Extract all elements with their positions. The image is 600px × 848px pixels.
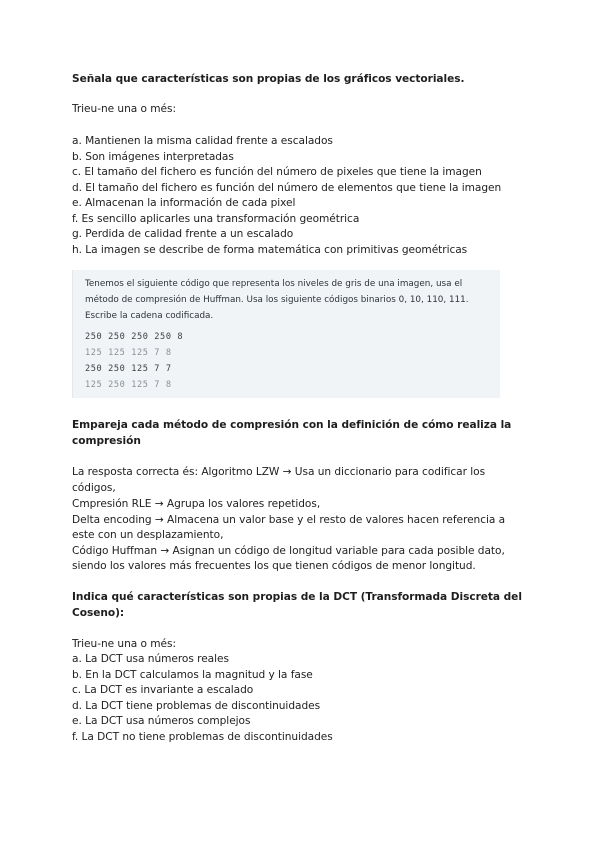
- exercise-text-line-1: Tenemos el siguiente código que representa los niveles de gris de una imagen, usa el: [85, 279, 463, 289]
- q2-answer-line-7: siendo los valores más frecuentes los que tienen códigos de menor longitud.: [72, 560, 476, 572]
- q1-option-e: e. Almacenan la información de cada pixel: [72, 197, 296, 209]
- q3-option-c: c. La DCT es invariante a escalado: [72, 684, 254, 696]
- q1-option-a: a. Mantienen la misma calidad frente a escalados: [72, 135, 333, 147]
- question-2-title-line-1: Empareja cada método de compresión con la definición de cómo realiza la: [72, 419, 512, 431]
- q1-option-d: d. El tamaño del fichero es función del número de elementos que tiene la imagen: [72, 182, 502, 194]
- q3-option-f: f. La DCT no tiene problemas de discontinuidades: [72, 731, 333, 743]
- q3-option-b: b. En la DCT calculamos la magnitud y la fase: [72, 669, 313, 681]
- q2-answer-line-6: Código Huffman → Asignan un código de longitud variable para cada posible dato,: [72, 545, 505, 557]
- q1-option-h: h. La imagen se describe de forma matemática con primitivas geométricas: [72, 244, 468, 256]
- q3-option-d: d. La DCT tiene problemas de discontinuidades: [72, 700, 321, 712]
- q3-option-a: a. La DCT usa números reales: [72, 653, 229, 665]
- q2-answer-line-3: Cmpresión RLE → Agrupa los valores repetidos,: [72, 498, 321, 510]
- question-3-instruction: Trieu-ne una o més:: [72, 638, 176, 650]
- huffman-exercise-image: [72, 270, 500, 398]
- q2-answer-line-1: La resposta correcta és: Algoritmo LZW → Usa un diccionario para codificar los: [72, 466, 486, 478]
- q2-answer-line-2: códigos,: [72, 482, 116, 494]
- code-row-1: 250 250 250 250 8: [85, 332, 184, 342]
- q1-option-g: g. Perdida de calidad frente a un escalado: [72, 228, 294, 240]
- exercise-text-line-2: método de compresión de Huffman. Usa los siguiente códigos binarios 0, 10, 110, 111.: [85, 295, 469, 305]
- q1-option-f: f. Es sencillo aplicarles una transformación geométrica: [72, 213, 360, 225]
- question-2-title-line-2: compresión: [72, 435, 141, 447]
- question-3-title-line-2: Coseno):: [72, 607, 125, 619]
- q2-answer-line-4: Delta encoding → Almacena un valor base y el resto de valores hacen referencia a: [72, 514, 506, 526]
- question-1-title: Señala que características son propias de los gráficos vectoriales.: [72, 73, 465, 85]
- code-row-2: 125 125 125 7 8: [85, 348, 172, 358]
- code-row-4: 125 250 125 7 8: [85, 380, 172, 390]
- q1-option-b: b. Son imágenes interpretadas: [72, 151, 234, 163]
- question-1-instruction: Trieu-ne una o més:: [72, 103, 176, 115]
- code-row-3: 250 250 125 7 7: [85, 364, 172, 374]
- q2-answer-line-5: este con un desplazamiento,: [72, 529, 224, 541]
- q3-option-e: e. La DCT usa números complejos: [72, 715, 251, 727]
- question-3-title-line-1: Indica qué características son propias de la DCT (Transformada Discreta del: [72, 591, 522, 603]
- exercise-text-line-3: Escribe la cadena codificada.: [85, 311, 214, 321]
- q1-option-c: c. El tamaño del fichero es función del número de pixeles que tiene la imagen: [72, 166, 482, 178]
